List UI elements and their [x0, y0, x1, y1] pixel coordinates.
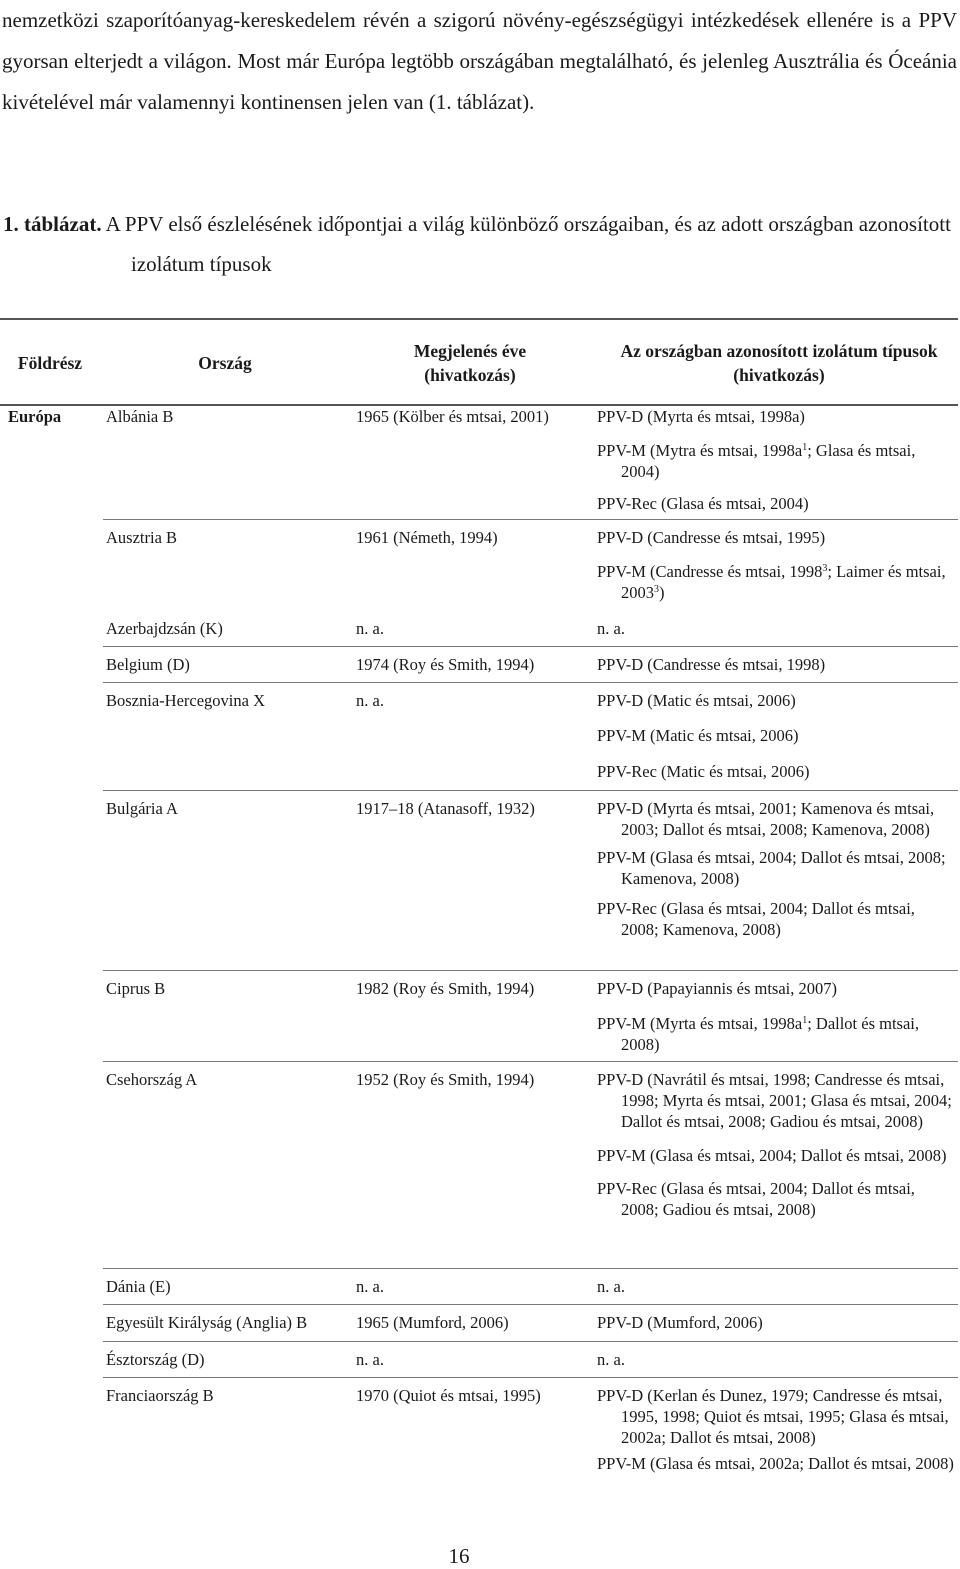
country-cell: Észtország (D)	[106, 1350, 205, 1369]
year-cell: 1974 (Roy és Smith, 1994)	[356, 655, 535, 674]
isolate-entry: PPV-Rec (Glasa és mtsai, 2004; Dallot és mtsai, 2008; Gadiou és mtsai, 2008)	[597, 1179, 915, 1219]
isolates-cell	[597, 978, 955, 1055]
year-cell: 1965 (Mumford, 2006)	[356, 1313, 509, 1332]
table-caption-text: A PPV első észlelésének időpontjai a világ különböző országaiban, és az adott országban azonosított izolátum típusok	[105, 212, 951, 276]
footnote-marker: 1	[802, 442, 808, 453]
isolate-entry: n. a.	[597, 619, 625, 638]
isolate-entry: PPV-Rec (Glasa és mtsai, 2004)	[597, 494, 809, 513]
isolate-entry: PPV-D (Myrta és mtsai, 2001; Kamenova és mtsai, 2003; Dallot és mtsai, 2008; Kamenova, 2008)	[597, 799, 935, 839]
isolate-entry: PPV-D (Matic és mtsai, 2006)	[597, 691, 796, 710]
country-cell: Azerbajdzsán (K)	[106, 619, 223, 638]
country-cell: Dánia (E)	[106, 1277, 171, 1296]
isolates-cell	[597, 1069, 955, 1220]
isolate-entry: PPV-D (Mumford, 2006)	[597, 1313, 763, 1332]
country-cell: Albánia B	[106, 407, 174, 426]
isolates-cell	[597, 527, 955, 603]
isolate-entry: PPV-M (Candresse és mtsai, 1998$^3$; Laimer és mtsai, 2003$^3$)	[597, 562, 946, 602]
country-cell: Belgium (D)	[106, 655, 190, 674]
header-continent: Földrész	[17, 353, 83, 373]
row-separator	[103, 1304, 958, 1305]
row-separator	[103, 1061, 958, 1062]
year-cell: 1970 (Quiot és mtsai, 1995)	[356, 1386, 541, 1405]
isolate-entry: PPV-M (Myrta és mtsai, $1998a^1$; Dallot és mtsai, 2008)	[597, 1014, 920, 1054]
year-cell: n. a.	[356, 691, 384, 710]
page-number: 16	[448, 1544, 470, 1568]
footnote-marker: 3	[822, 563, 828, 574]
row-separator	[103, 790, 958, 791]
year-cell: 1952 (Roy és Smith, 1994)	[356, 1070, 535, 1089]
isolate-entry: PPV-M (Matic és mtsai, 2006)	[597, 726, 799, 745]
country-cell: Egyesült Királyság (Anglia) B	[106, 1313, 308, 1332]
continent-cell: Európa	[8, 407, 62, 426]
row-separator	[103, 682, 958, 683]
country-cell: Bulgária A	[106, 799, 178, 818]
isolates-cell	[597, 406, 955, 514]
isolates-cell	[597, 1312, 955, 1333]
year-cell: n. a.	[356, 1277, 384, 1296]
year-cell: n. a.	[356, 1350, 384, 1369]
footnote-marker: 3	[654, 584, 659, 595]
isolate-entry: PPV-D (Papayiannis és mtsai, 2007)	[597, 979, 838, 998]
isolates-cell	[597, 798, 955, 940]
year-cell: 1982 (Roy és Smith, 1994)	[356, 979, 535, 998]
isolates-cell	[597, 618, 955, 639]
year-cell: 1965 (Kölber és mtsai, 2001)	[356, 407, 549, 426]
isolate-entry: PPV-M (Mytra és mtsai, $1998a^1$; Glasa és mtsai, 2004)	[597, 441, 916, 481]
isolates-cell	[597, 690, 955, 782]
isolate-entry: n. a.	[597, 1277, 625, 1296]
intro-paragraph: nemzetközi szaporítóanyag-kereskedelem révén a szigorú növény-egészségügyi intézkedések ellenére is a PPV gyorsan elterjedt a világon. Most már Európa legtöbb országában megtalálható, és jelenleg Ausztrália és Óceánia kivételével már valamennyi kontinensen jelen van (1. táblázat).	[2, 8, 957, 114]
country-cell: Franciaország B	[106, 1386, 214, 1405]
isolates-cell	[597, 1385, 955, 1474]
year-cell: 1961 (Németh, 1994)	[356, 528, 498, 547]
isolate-entry: n. a.	[597, 1350, 625, 1369]
row-separator	[103, 1377, 958, 1378]
year-cell: n. a.	[356, 619, 384, 638]
country-cell: Ausztria B	[106, 528, 178, 547]
country-cell: Csehország A	[106, 1070, 198, 1089]
header-isolates: Az országban azonosított izolátum típusok (hivatkozás)	[620, 341, 938, 385]
isolate-entry: PPV-D (Myrta és mtsai, 1998a)	[597, 407, 805, 426]
country-cell: Ciprus B	[106, 979, 166, 998]
header-country: Ország	[198, 353, 252, 373]
isolate-entry: PPV-D (Candresse és mtsai, 1998)	[597, 655, 826, 674]
row-separator	[103, 1268, 958, 1269]
footnote-marker: 1	[802, 1015, 808, 1026]
year-cell: 1917–18 (Atanasoff, 1932)	[356, 799, 535, 818]
isolates-cell	[597, 654, 955, 675]
isolate-entry: PPV-Rec (Glasa és mtsai, 2004; Dallot és mtsai, 2008; Kamenova, 2008)	[597, 899, 915, 939]
isolate-entry: PPV-Rec (Matic és mtsai, 2006)	[597, 762, 810, 781]
isolates-cell	[597, 1276, 955, 1297]
header-year: Megjelenés éve (hivatkozás)	[413, 341, 527, 385]
table-caption-label: 1. táblázat.	[3, 212, 102, 236]
row-separator	[103, 519, 958, 520]
table-caption	[3, 204, 953, 284]
isolate-entry: PPV-D (Navrátil és mtsai, 1998; Candresse és mtsai, 1998; Myrta és mtsai, 2001; Glasa és mtsai, 2004; Dallot és mtsai, 2008; Gadiou és mtsai, 2008)	[597, 1070, 952, 1131]
isolate-entry: PPV-D (Kerlan és Dunez, 1979; Candresse és mtsai, 1995, 1998; Quiot és mtsai, 1995; Glasa és mtsai, 2002a; Dallot és mtsai, 2008)	[597, 1386, 949, 1447]
row-separator	[103, 970, 958, 971]
isolate-entry: PPV-M (Glasa és mtsai, 2004; Dallot és mtsai, 2008)	[597, 1146, 947, 1165]
isolates-cell	[597, 1349, 955, 1370]
country-cell: Bosznia-Hercegovina X	[106, 691, 265, 710]
isolate-entry: PPV-M (Glasa és mtsai, 2004; Dallot és mtsai, 2008; Kamenova, 2008)	[597, 848, 946, 888]
isolate-entry: PPV-D (Candresse és mtsai, 1995)	[597, 528, 826, 547]
isolate-entry: PPV-M (Glasa és mtsai, 2002a; Dallot és mtsai, 2008)	[597, 1454, 954, 1473]
row-separator	[103, 646, 958, 647]
row-separator	[103, 1341, 958, 1342]
